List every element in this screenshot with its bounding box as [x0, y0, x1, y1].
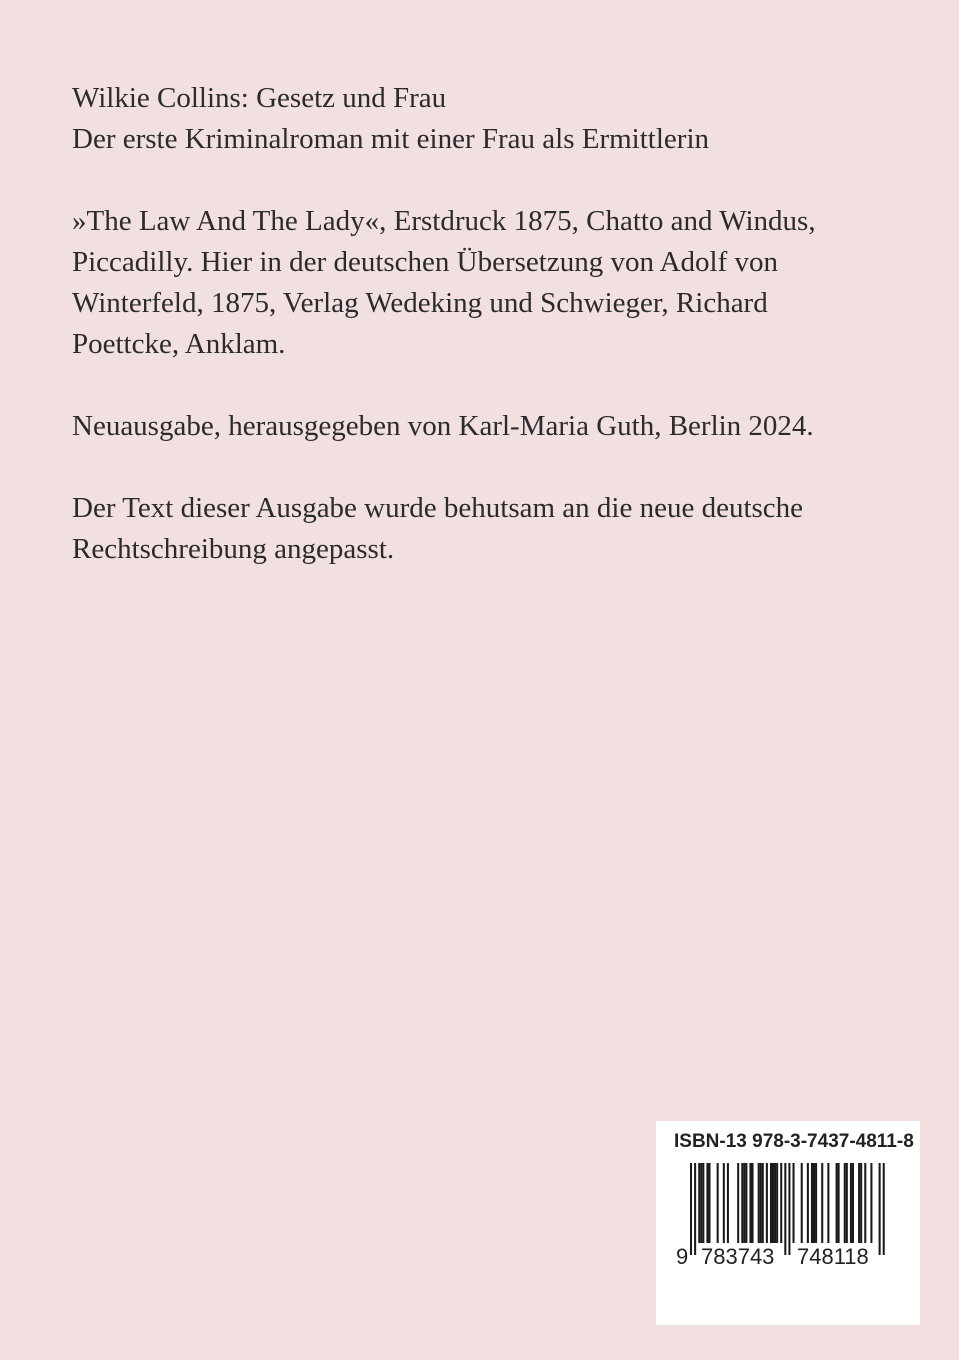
barcode-bar — [815, 1163, 817, 1243]
barcode-bar — [698, 1163, 700, 1243]
publisher-note: Neuausgabe, herausgegeben von Karl-Maria Guth, Berlin 2024. — [72, 410, 814, 442]
barcode-guard-bar — [879, 1163, 881, 1255]
barcode-bar — [700, 1163, 702, 1243]
barcode-bar — [811, 1163, 813, 1243]
barcode-bar — [821, 1163, 823, 1243]
barcode-guard-bar — [690, 1163, 692, 1255]
book-subtitle-line: Der erste Kriminalroman mit einer Frau als Ermittlerin — [72, 123, 709, 155]
barcode-bar — [844, 1163, 846, 1243]
barcode-guard-bar — [883, 1163, 885, 1255]
edition-info-line-4: Poettcke, Anklam. — [72, 328, 286, 360]
barcode-graphic — [656, 1121, 920, 1325]
barcode-bar — [827, 1163, 829, 1243]
barcode-bar — [776, 1163, 778, 1243]
orthography-note-line-2: Rechtschreibung angepasst. — [72, 533, 395, 565]
barcode-bar — [741, 1163, 743, 1243]
barcode-bar — [860, 1163, 862, 1243]
barcode-bar — [743, 1163, 745, 1243]
barcode-bar — [813, 1163, 815, 1243]
isbn-label: ISBN-13 978-3-7437-4811-8 — [674, 1131, 914, 1152]
barcode-bar — [723, 1163, 725, 1243]
barcode-bar — [864, 1163, 866, 1243]
edition-info-line-3: Winterfeld, 1875, Verlag Wedeking und Schwieger, Richard — [72, 287, 768, 319]
barcode-guard-bar — [694, 1163, 696, 1255]
barcode-lead-digit: 9 — [676, 1244, 689, 1269]
barcode-bar — [838, 1163, 840, 1243]
edition-info-line-2: Piccadilly. Hier in der deutschen Übersetzung von Adolf von — [72, 246, 779, 278]
barcode-bar — [870, 1163, 872, 1243]
barcode-bars — [690, 1163, 885, 1255]
barcode-bar — [766, 1163, 768, 1243]
barcode-bar — [836, 1163, 838, 1243]
barcode-bar — [702, 1163, 704, 1243]
barcode-bar — [752, 1163, 754, 1243]
barcode-bar — [852, 1163, 854, 1243]
barcode-bar — [801, 1163, 803, 1243]
barcode-bar — [774, 1163, 776, 1243]
barcode-bar — [793, 1163, 795, 1243]
barcode-bar — [745, 1163, 747, 1243]
barcode-bar — [770, 1163, 772, 1243]
barcode-bar — [780, 1163, 782, 1243]
edition-info-line-1: »The Law And The Lady«, Erstdruck 1875, Chatto and Windus, — [72, 205, 816, 237]
book-title-line: Wilkie Collins: Gesetz und Frau — [72, 82, 447, 114]
barcode-guard-bar — [788, 1163, 790, 1255]
barcode-bar — [727, 1163, 729, 1243]
barcode-bar — [846, 1163, 848, 1243]
barcode-bar — [706, 1163, 708, 1243]
barcode-bar — [758, 1163, 760, 1243]
barcode-bar — [749, 1163, 751, 1243]
barcode-left-group: 783743 — [701, 1244, 775, 1269]
isbn-barcode-panel — [656, 1121, 920, 1325]
barcode-bar — [760, 1163, 762, 1243]
barcode-bar — [708, 1163, 710, 1243]
barcode-bar — [762, 1163, 764, 1243]
orthography-note-line-1: Der Text dieser Ausgabe wurde behutsam an die neue deutsche — [72, 492, 804, 524]
barcode-bar — [807, 1163, 809, 1243]
barcode-bar — [737, 1163, 739, 1243]
barcode-bar — [717, 1163, 719, 1243]
barcode-bar — [772, 1163, 774, 1243]
barcode-bar — [850, 1163, 852, 1243]
barcode-guard-bar — [784, 1163, 786, 1255]
barcode-right-group: 748118 — [797, 1244, 869, 1269]
barcode-bar — [858, 1163, 860, 1243]
back-cover-text — [72, 78, 892, 570]
